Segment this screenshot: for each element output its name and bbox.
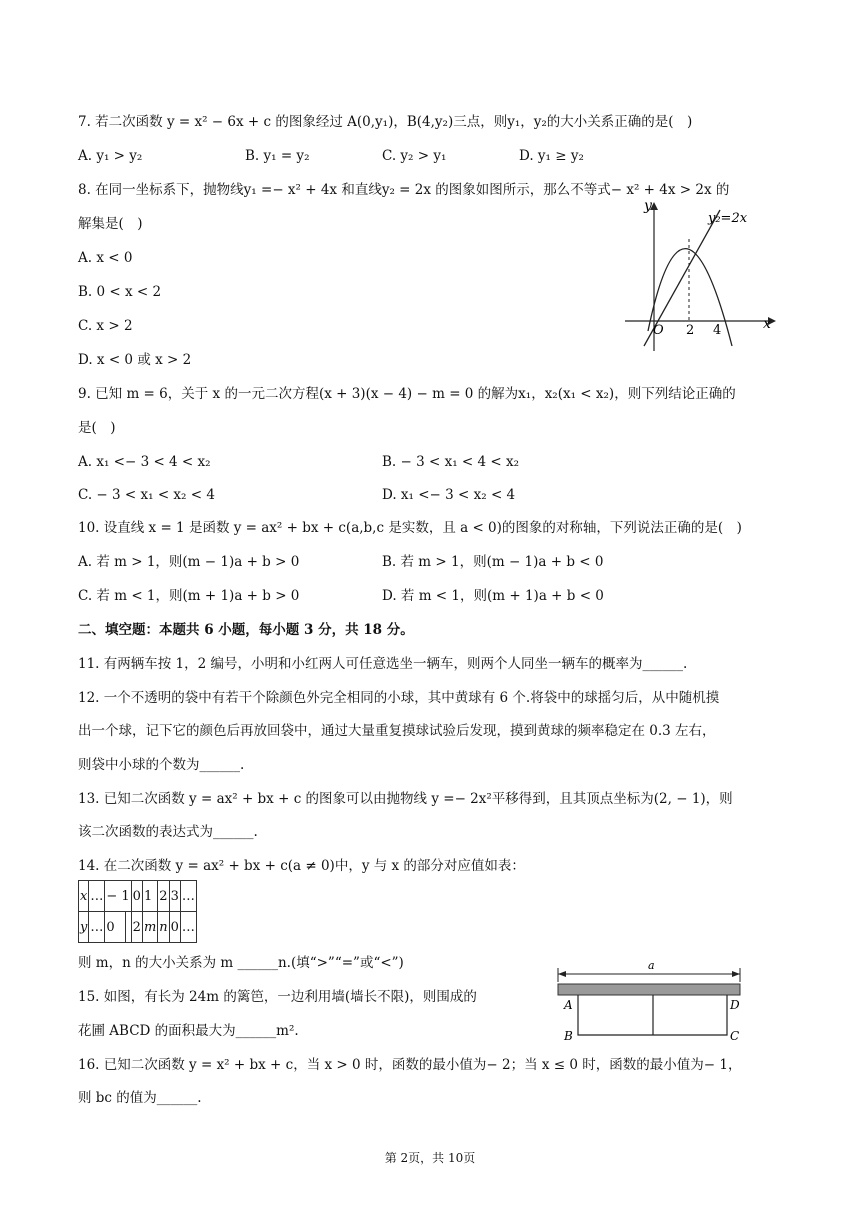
table-cell: 1 [142,881,157,912]
q10-stem: 10. 设直线 x = 1 是函数 y = ax² + bx + c(a,b,c 是实数，且 a < 0)的图象的对称轴，下列说法正确的是( ) [78,520,742,536]
y-axis-label: y [644,198,652,214]
q12-line2: 出一个球，记下它的颜色后再放回袋中，通过大量重复摸球试验后发现，摸到黄球的频率稳定在 0.3 左右， [78,723,716,739]
q8-stem-line1: 8. 在同一坐标系下，抛物线y₁ =− x² + 4x 和直线y₂ = 2x 的图象如图所示，那么不等式− x² + 4x > 2x 的 [78,182,730,198]
q7-stem: 7. 若二次函数 y = x² − 6x + c 的图象经过 A(0,y₁)，B(4,y₂)三点，则y₁，y₂的大小关系正确的是( ) [78,114,693,130]
q7-option-d: D. y₁ ≥ y₂ [519,148,584,164]
table-cell: 2 [131,912,142,943]
table-cell: … [180,881,196,912]
q8-option-a: A. x < 0 [78,250,133,266]
q14-stem: 14. 在二次函数 y = ax² + bx + c(a ≠ 0)中，y 与 x 的部分对应值如表： [78,858,525,874]
q9-option-d: D. x₁ <− 3 < x₂ < 4 [382,487,516,503]
q12-line3: 则袋中小球的个数为______. [78,757,245,773]
q10-option-d: D. 若 m < 1，则(m + 1)a + b < 0 [382,588,604,604]
origin-label: O [653,323,664,338]
label-D: D [730,998,740,1012]
q8-option-b: B. 0 < x < 2 [78,284,162,300]
q9-option-b: B. − 3 < x₁ < 4 < x₂ [382,454,520,470]
label-B: B [564,1029,573,1043]
q10-option-c: C. 若 m < 1，则(m + 1)a + b > 0 [78,588,300,604]
q15-line1: 15. 如图，有长为 24m 的篱笆，一边利用墙(墙长不限)，则围成的 [78,989,477,1005]
table-cell: 0 [105,912,126,943]
table-cell: 2 [158,881,169,912]
q8-option-c: C. x > 2 [78,318,133,334]
label-a: a [648,959,655,972]
q16-line1: 16. 已知二次函数 y = x² + bx + c，当 x > 0 时，函数的最小值为− 2；当 x ≤ 0 时，函数的最小值为− 1， [78,1057,742,1073]
table-cell: − 1 [105,881,131,912]
q13-line2: 该二次函数的表达式为______. [78,824,258,840]
table-cell: x [79,881,89,912]
table-row-y [79,912,197,943]
table-cell: … [180,912,196,943]
q11-stem: 11. 有两辆车按 1，2 编号，小明和小红两人可任意选坐一辆车，则两个人同坐一辆车的概率为______. [78,656,688,672]
q8-stem-line2: 解集是( ) [78,216,143,232]
q9-option-a: A. x₁ <− 3 < 4 < x₂ [78,454,211,470]
q15-line2: 花圃 ABCD 的面积最大为______m². [78,1023,299,1039]
q13-line1: 13. 已知二次函数 y = ax² + bx + c 的图象可以由抛物线 y =− 2x²平移得到，且其顶点坐标为(2, − 1)，则 [78,791,733,807]
q16-line2: 则 bc 的值为______. [78,1090,202,1106]
table-row-x [79,881,197,912]
q10-option-b: B. 若 m > 1，则(m − 1)a + b < 0 [382,554,604,570]
arrow-left-icon [558,971,566,977]
section-heading: 二、填空题：本题共 6 小题，每小题 3 分，共 18 分。 [78,622,414,638]
q7-option-a: A. y₁ > y₂ [78,148,143,164]
q14-value-table [78,880,197,943]
table-cell: … [89,912,105,943]
wall [558,984,740,995]
table-cell: 3 [169,881,180,912]
label-A: A [564,998,573,1012]
q9-option-c: C. − 3 < x₁ < x₂ < 4 [78,487,215,503]
q9-stem-line2: 是( ) [78,420,116,436]
x-axis-label: x [763,316,771,332]
q15-figure [552,956,752,1046]
q10-option-a: A. 若 m > 1，则(m − 1)a + b > 0 [78,554,300,570]
table-cell: m [142,912,157,943]
q12-line1: 12. 一个不透明的袋中有若干个除颜色外完全相同的小球，其中黄球有 6 个.将袋中的球摇匀后，从中随机摸 [78,690,720,706]
q9-stem-line1: 9. 已知 m = 6，关于 x 的一元二次方程(x + 3)(x − 4) − m = 0 的解为x₁，x₂(x₁ < x₂)，则下列结论正确的 [78,386,736,402]
table-cell: 0 [131,881,142,912]
q7-option-b: B. y₁ = y₂ [245,148,310,164]
label-C: C [730,1029,740,1043]
tick-2-label: 2 [686,323,695,338]
table-cell: 0 [169,912,180,943]
arrow-right-icon [732,971,740,977]
tick-4-label: 4 [713,323,722,338]
table-cell: n [158,912,169,943]
line-label: y₂=2x [708,211,748,226]
table-cell: y [79,912,89,943]
q14-answer: 则 m，n 的大小关系为 m ______n.(填“>”“=”或“<”) [78,955,404,971]
q8-option-d: D. x < 0 或 x > 2 [78,352,192,368]
table-cell: … [89,881,105,912]
q8-graph [620,196,780,356]
q7-option-c: C. y₂ > y₁ [382,148,447,164]
page-footer: 第 2页，共 10页 [384,1151,476,1165]
